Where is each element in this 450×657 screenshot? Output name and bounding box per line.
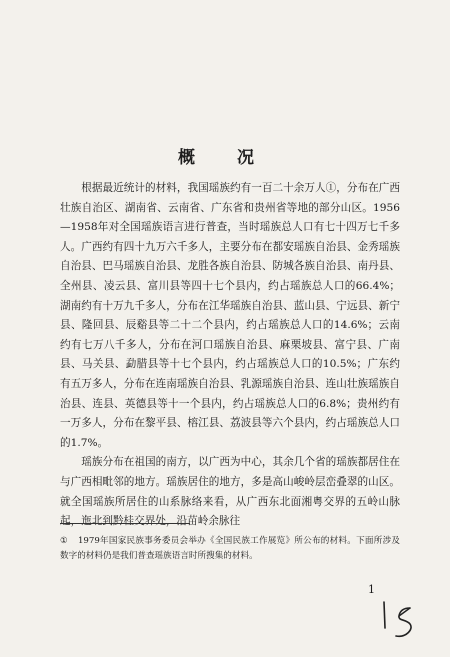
body-text [60, 179, 400, 532]
handwritten-mark [380, 598, 420, 643]
footnote-text: 1979年国家民族事务委员会举办《全国民族工作展览》所公布的材料。下面所涉及数字的材料仍是我们普查瑶族语言时所搜集的材料。 [60, 536, 400, 561]
footnote [60, 534, 400, 564]
paragraph-2: 瑶族分布在祖国的南方，以广西为中心，其余几个省的瑶族都居住在与广西相毗邻的地方。瑶族居住的地方，多是高山峻岭层峦叠翠的山区。就全国瑶族所居住的山系脉络来看，从广西东北面湘粤交界的五岭山脉起，迤北到黔桂交界处，沿苗岭余脉往 [60, 456, 400, 528]
page-title: 概 况 [178, 148, 272, 168]
paragraph-1: 根据最近统计的材料，我国瑶族约有一百二十余万人①，分布在广西壮族自治区、湖南省、云南省、广东省和贵州省等地的部分山区。1956—1958年对全国瑶族语言进行普查，当时瑶族总人口有七十四万七千多人。广西约有四十九万六千多人，主要分布在都安瑶族自治县、金秀瑶族自治县、巴马瑶族自治县、龙胜各族自治县、防城各族自治县、南丹县、全州县、凌云县、富川县等四十七个县内，约占瑶族总人口的66.4%；湖南约有十万九千多人，分布在江华瑶族自治县、蓝山县、宁远县、新宁县、隆回县、辰谿县等二十二个县内，约占瑶族总人口的14.6%；云南约有七万八千多人，分布在河口瑶族自治县、麻栗坡县、富宁县、广南县、马关县、勐腊县等十七个县内，约占瑶族总人口的10.5%；广东约有五万多人，分布在连南瑶族自治县、乳源瑶族自治县、连山壮族瑶族自治县、连县、英德县等十一个县内，约占瑶族总人口的6.8%；贵州约有一万多人，分布在黎平县、榕江县、荔波县等六个县内，约占瑶族总人口的1.7%。 [60, 182, 400, 449]
footnote-divider [60, 523, 190, 524]
footnote-mark: ① [60, 536, 68, 546]
page-number: 1 [368, 583, 375, 596]
